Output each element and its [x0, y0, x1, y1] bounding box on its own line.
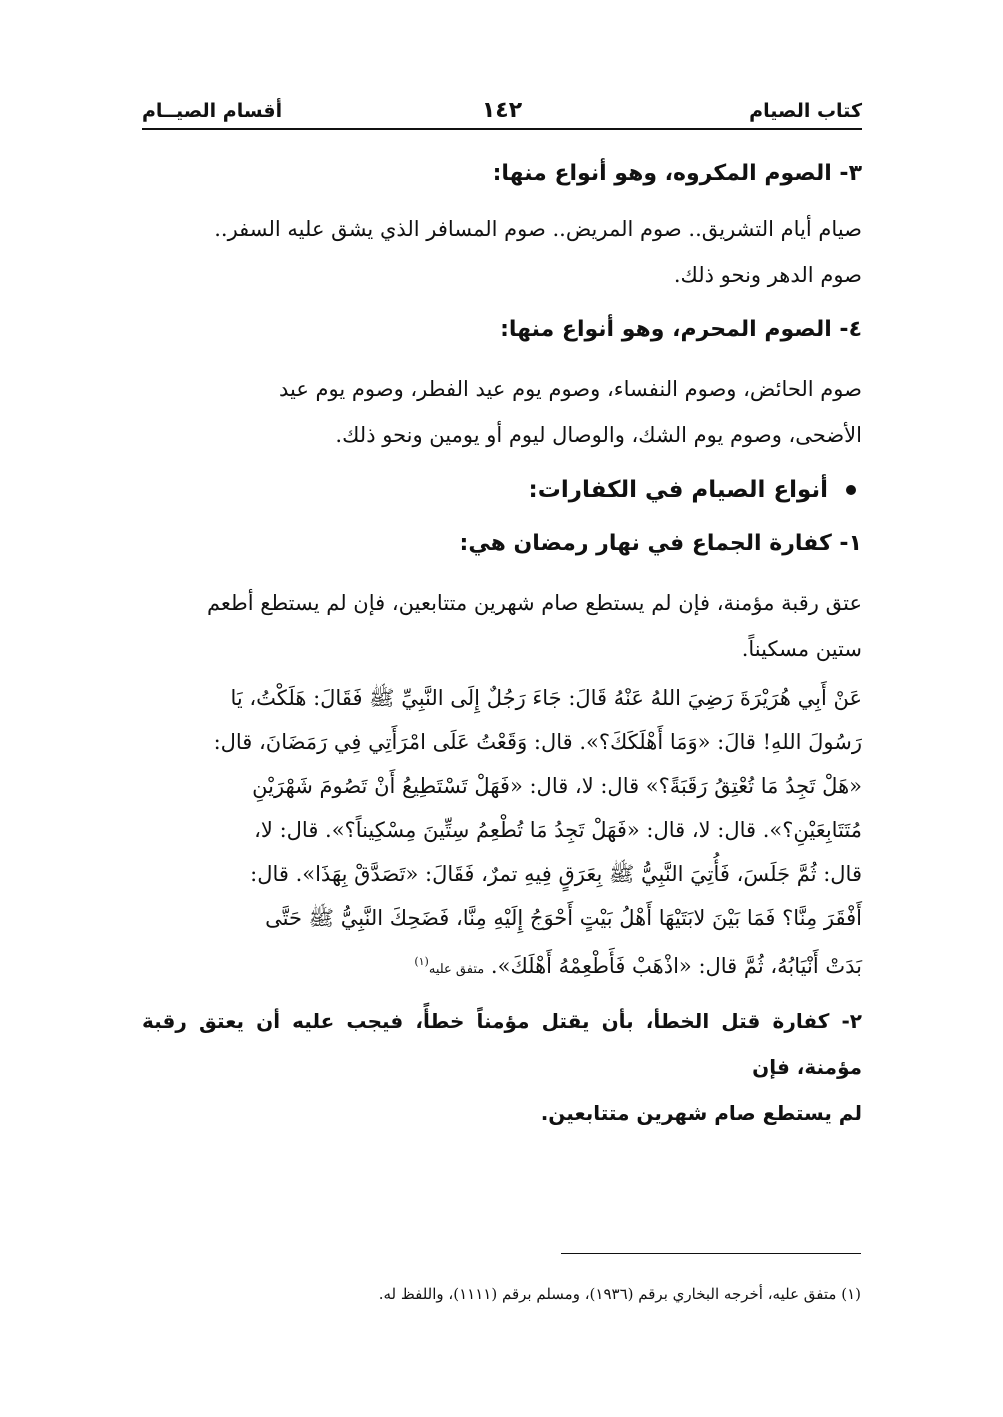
- hadith-line: مُتَتَابِعَيْنِ؟». قال: لا، قال: «فَهَلْ تَجِدُ مَا تُطْعِمُ سِتِّينَ مِسْكِيناً؟». قال: لا،: [254, 818, 862, 842]
- hadith-line: رَسُولَ اللهِ! قالَ: «وَمَا أَهْلَكَكَ؟». قال: وَقَعْتُ عَلَى امْرَأَتِي فِي رَمَضَانَ، قال:: [213, 730, 862, 754]
- para-makruh-line1: صيام أيام التشريق.. صوم المريض.. صوم المسافر الذي يشق عليه السفر..: [214, 217, 862, 241]
- footnote-marker[interactable]: (١): [414, 955, 429, 968]
- para-khata-line1: ٢- كفارة قتل الخطأ، بأن يقتل مؤمناً خطأً، فيجب عليه أن يعتق رقبة مؤمنة، فإن: [142, 1009, 862, 1079]
- hadith-block: [142, 676, 862, 992]
- heading-muharram: ٤- الصوم المحرم، وهو أنواع منها:: [500, 317, 862, 342]
- hadith-line: قال: ثُمَّ جَلَسَ، فَأُتِيَ النَّبِيُّ ﷺ بِعَرَقٍ فِيهِ تمرٌ، فَقَالَ: «تَصَدَّقْ بِهَذَا». قال:: [250, 862, 862, 886]
- page-number: ١٤٢: [481, 98, 523, 123]
- book-title: كتاب الصيام: [749, 100, 862, 122]
- heading-makruh: ٣- الصوم المكروه، وهو أنواع منها:: [492, 161, 862, 186]
- heading-jima: ١- كفارة الجماع في نهار رمضان هي:: [459, 531, 862, 556]
- para-jima-line1: عتق رقبة مؤمنة، فإن لم يستطع صام شهرين متتابعين، فإن لم يستطع أطعم: [206, 591, 862, 615]
- heading-kaffarat: [142, 472, 862, 508]
- hadith-line-last: [142, 940, 862, 992]
- para-makruh-line2: صوم الدهر ونحو ذلك.: [673, 263, 862, 287]
- footnote-rule: [561, 1253, 861, 1254]
- running-header: [142, 92, 862, 126]
- chapter-title: أقسام الصيــام: [142, 100, 283, 122]
- bullet-icon: [846, 485, 856, 495]
- hadith-reference: متفق عليه: [428, 962, 485, 977]
- page-body: [142, 92, 862, 1136]
- hadith-line: عَنْ أَبِي هُرَيْرَةَ رَضِيَ اللهُ عَنْهُ قَالَ: جَاءَ رَجُلٌ إِلَى النَّبِيِّ ﷺ فَقَالَ: هَلَكْتُ، يَا: [230, 686, 862, 710]
- para-jima-line2: ستين مسكيناً.: [741, 637, 862, 661]
- heading-kaffarat-text: أنواع الصيام في الكفارات:: [528, 477, 828, 503]
- hadith-line: «هَلْ تَجِدُ مَا تُعْتِقُ رَقَبَةً؟» قال: لا، قال: «فَهَلْ تَسْتَطِيعُ أَنْ تَصُومَ شَهْرَيْنِ: [252, 774, 862, 798]
- footnote: (١) متفق عليه، أخرجه البخاري برقم (١٩٣٦)، ومسلم برقم (١١١١)، واللفظ له.: [378, 1285, 861, 1303]
- para-khata-line2: لم يستطع صام شهرين متتابعين.: [540, 1101, 862, 1125]
- hadith-last-text: بَدَتْ أَنْيَابُهُ، ثُمَّ قال: «اذْهَبْ فَأَطْعِمْهُ أَهْلَكَ».: [490, 954, 862, 978]
- para-muharram-line2: الأضحى، وصوم يوم الشك، والوصال ليوم أو يومين ونحو ذلك.: [335, 423, 862, 447]
- hadith-line: أَفْقَرَ مِنَّا؟ فَمَا بَيْنَ لابَتَيْهَا أَهْلُ بَيْتٍ أَحْوَجُ إِلَيْهِ مِنَّا، فَضَحِكَ النَّبِيُّ ﷺ حَتَّى: [265, 906, 862, 930]
- para-muharram-line1: صوم الحائض، وصوم النفساء، وصوم يوم عيد الفطر، وصوم يوم عيد: [278, 377, 862, 401]
